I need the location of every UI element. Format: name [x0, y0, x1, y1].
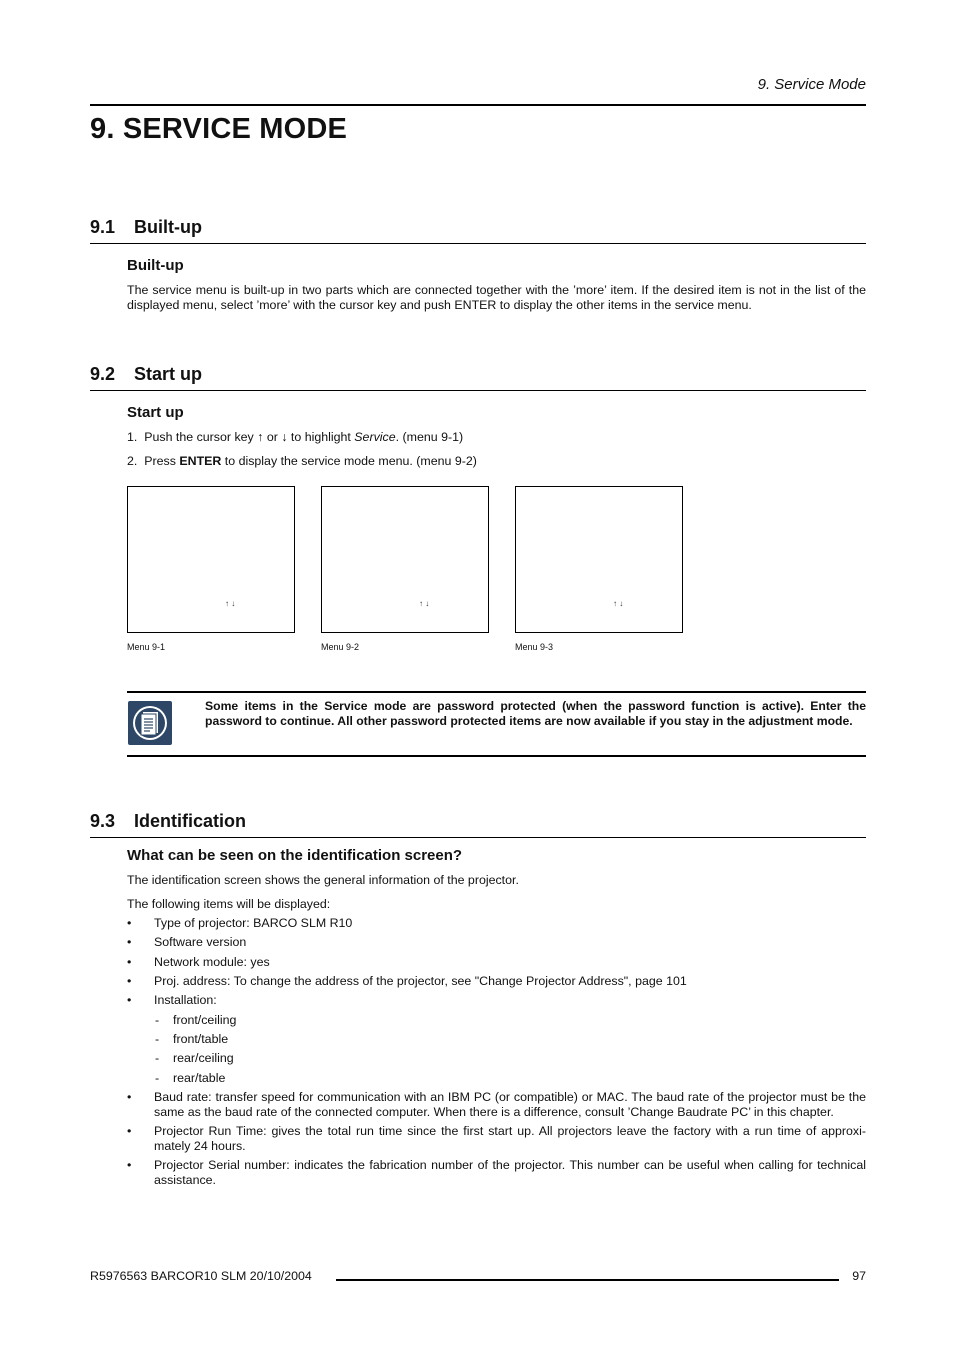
step-text: Press [144, 454, 180, 468]
footer-rule [336, 1279, 839, 1281]
list-item-text: Software version [154, 935, 247, 949]
subsection-title: What can be seen on the identification screen? [127, 847, 463, 864]
bullet-marker: • [127, 1090, 132, 1104]
section-rule [90, 390, 866, 391]
section-number: 9.1 [90, 217, 116, 237]
section-title-built-up [90, 217, 202, 238]
step-2 [127, 454, 477, 468]
header-rule [90, 104, 866, 106]
bullet-marker: • [127, 1124, 132, 1138]
bullet-marker: • [127, 955, 132, 969]
step-strong: ENTER [179, 454, 222, 468]
menu-9-3-screen [515, 486, 683, 633]
dash-marker: - [155, 1071, 160, 1085]
subsection-title: Built-up [127, 257, 184, 274]
menu-9-1-screen [127, 486, 295, 633]
note-rule-top [127, 691, 866, 693]
sub-list-item-text: front/ceiling [173, 1013, 237, 1027]
footer-doc-info: R5976563 BARCOR10 SLM 20/10/2004 [90, 1269, 312, 1283]
step-number: 1. [127, 430, 138, 444]
menu-caption: Menu 9-2 [321, 642, 360, 652]
menu-9-2-screen [321, 486, 489, 633]
dash-marker: - [155, 1051, 160, 1065]
chapter-title: 9. SERVICE MODE [90, 113, 348, 145]
dash-marker: - [155, 1032, 160, 1046]
cursor-arrows: ↑ ↓ [419, 599, 430, 608]
step-text: to display the service mode menu. (menu 9-2) [221, 454, 477, 468]
note-text: Some items in the Service mode are password protected (when the password function is active). Enter the password to continue. All other password protected items are now available if you stay in the adjustment mode. [205, 699, 866, 728]
running-header: 9. Service Mode [757, 76, 866, 93]
note-rule-bottom [127, 755, 866, 757]
menu-caption: Menu 9-3 [515, 642, 554, 652]
sub-list-item-text: rear/table [173, 1071, 226, 1085]
bullet-marker: • [127, 916, 132, 930]
list-item-text: Proj. address: To change the address of the projector, see "Change Projector Address", page 101 [154, 974, 687, 988]
sub-list-item-text: front/table [173, 1032, 229, 1046]
bullet-marker: • [127, 993, 132, 1007]
section-title-start-up [90, 364, 202, 385]
dash-marker: - [155, 1013, 160, 1027]
bullet-marker: • [127, 974, 132, 988]
note-icon [128, 701, 172, 745]
section-heading: Built-up [134, 217, 202, 237]
section-heading: Identification [134, 811, 246, 831]
step-text: . (menu 9-1) [395, 430, 464, 444]
section-number: 9.2 [90, 364, 116, 384]
list-item-text: Projector Run Time: gives the total run time since the first start up. All projectors leave the factory with a run time of approxi-mately 24 hours. [154, 1124, 866, 1153]
subsection-title: Start up [127, 404, 184, 421]
page-number: 97 [852, 1269, 866, 1283]
menu-caption: Menu 9-1 [127, 642, 166, 652]
list-item-text: Type of projector: BARCO SLM R10 [154, 916, 353, 930]
list-item-text: Network module: yes [154, 955, 270, 969]
section-rule [90, 837, 866, 838]
identification-list-intro: The following items will be displayed: [127, 897, 331, 911]
list-item-text: Baud rate: transfer speed for communication with an IBM PC (or compatible) or MAC. The baud rate of the projector must be the same as the baud rate of the connected computer. When there is a difference, consult ’Change Baudrate PC’ in this chapter. [154, 1090, 866, 1119]
step-number: 2. [127, 454, 138, 468]
identification-intro: The identification screen shows the general information of the projector. [127, 873, 519, 887]
cursor-arrows: ↑ ↓ [613, 599, 624, 608]
sub-list-item-text: rear/ceiling [173, 1051, 234, 1065]
list-item-text: Projector Serial number: indicates the fabrication number of the projector. This number can be useful when calling for technical assistance. [154, 1158, 866, 1187]
built-up-paragraph: The service menu is built-up in two parts which are connected together with the ’more’ item. If the desired item is not in the list of the displayed menu, select ’more’ with the cursor key and push ENTER to display the other items in the service menu. [127, 283, 866, 312]
section-heading: Start up [134, 364, 203, 384]
list-item-text: Installation: [154, 993, 217, 1007]
section-rule [90, 243, 866, 244]
step-1 [127, 430, 463, 444]
section-number: 9.3 [90, 811, 116, 831]
step-emphasis: Service [354, 430, 396, 444]
cursor-arrows: ↑ ↓ [225, 599, 236, 608]
bullet-marker: • [127, 1158, 132, 1172]
step-text: Push the cursor key ↑ or ↓ to highlight [144, 430, 355, 444]
bullet-marker: • [127, 935, 132, 949]
section-title-identification [90, 811, 246, 832]
